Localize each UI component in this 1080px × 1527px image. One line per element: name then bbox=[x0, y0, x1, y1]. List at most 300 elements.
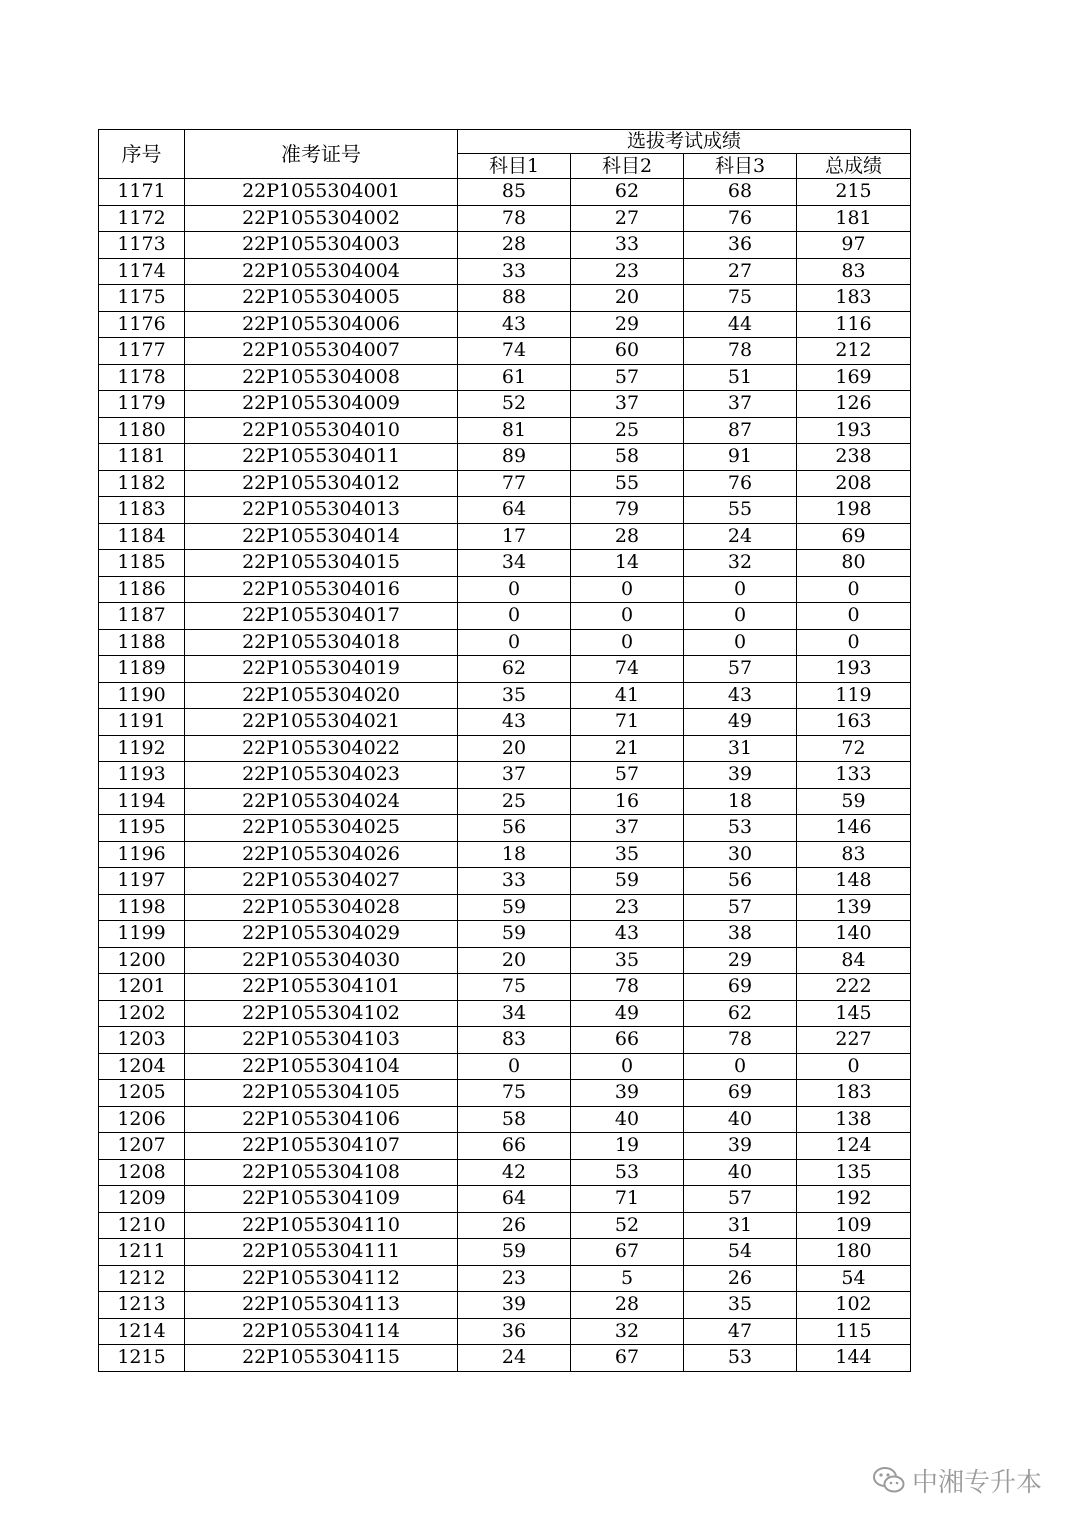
cell-subject-3: 37 bbox=[684, 391, 797, 418]
cell-ticket-number: 22P1055304107 bbox=[185, 1133, 458, 1160]
cell-subject-2: 71 bbox=[571, 1186, 684, 1213]
cell-subject-1: 89 bbox=[458, 444, 571, 471]
cell-total-score: 119 bbox=[797, 682, 911, 709]
cell-ticket-number: 22P1055304111 bbox=[185, 1239, 458, 1266]
cell-seq: 1184 bbox=[99, 523, 185, 550]
table-row bbox=[99, 364, 911, 391]
cell-subject-1: 33 bbox=[458, 868, 571, 895]
cell-subject-3: 39 bbox=[684, 762, 797, 789]
table-row bbox=[99, 709, 911, 736]
cell-ticket-number: 22P1055304115 bbox=[185, 1345, 458, 1372]
cell-ticket-number: 22P1055304011 bbox=[185, 444, 458, 471]
cell-subject-1: 43 bbox=[458, 709, 571, 736]
cell-subject-2: 78 bbox=[571, 974, 684, 1001]
cell-subject-2: 41 bbox=[571, 682, 684, 709]
cell-ticket-number: 22P1055304025 bbox=[185, 815, 458, 842]
cell-seq: 1178 bbox=[99, 364, 185, 391]
cell-ticket-number: 22P1055304028 bbox=[185, 894, 458, 921]
cell-seq: 1180 bbox=[99, 417, 185, 444]
table-row bbox=[99, 391, 911, 418]
cell-subject-1: 35 bbox=[458, 682, 571, 709]
cell-subject-3: 0 bbox=[684, 603, 797, 630]
cell-subject-2: 19 bbox=[571, 1133, 684, 1160]
cell-subject-3: 51 bbox=[684, 364, 797, 391]
cell-seq: 1183 bbox=[99, 497, 185, 524]
cell-total-score: 84 bbox=[797, 947, 911, 974]
cell-total-score: 0 bbox=[797, 629, 911, 656]
cell-ticket-number: 22P1055304006 bbox=[185, 311, 458, 338]
cell-total-score: 115 bbox=[797, 1318, 911, 1345]
header-ticket-number: 准考证号 bbox=[185, 130, 458, 179]
table-row bbox=[99, 285, 911, 312]
cell-subject-3: 27 bbox=[684, 258, 797, 285]
table-row bbox=[99, 1000, 911, 1027]
cell-total-score: 183 bbox=[797, 1080, 911, 1107]
cell-total-score: 212 bbox=[797, 338, 911, 365]
cell-subject-1: 59 bbox=[458, 921, 571, 948]
cell-subject-3: 55 bbox=[684, 497, 797, 524]
table-row bbox=[99, 1212, 911, 1239]
cell-total-score: 126 bbox=[797, 391, 911, 418]
cell-subject-1: 37 bbox=[458, 762, 571, 789]
cell-total-score: 215 bbox=[797, 179, 911, 206]
cell-subject-2: 28 bbox=[571, 523, 684, 550]
table-row bbox=[99, 1106, 911, 1133]
cell-subject-2: 57 bbox=[571, 762, 684, 789]
cell-subject-3: 76 bbox=[684, 470, 797, 497]
cell-total-score: 146 bbox=[797, 815, 911, 842]
cell-subject-2: 27 bbox=[571, 205, 684, 232]
cell-seq: 1185 bbox=[99, 550, 185, 577]
cell-subject-1: 26 bbox=[458, 1212, 571, 1239]
table-row bbox=[99, 205, 911, 232]
cell-total-score: 139 bbox=[797, 894, 911, 921]
cell-subject-1: 77 bbox=[458, 470, 571, 497]
cell-seq: 1174 bbox=[99, 258, 185, 285]
cell-subject-1: 23 bbox=[458, 1265, 571, 1292]
cell-subject-1: 78 bbox=[458, 205, 571, 232]
cell-ticket-number: 22P1055304020 bbox=[185, 682, 458, 709]
cell-subject-2: 28 bbox=[571, 1292, 684, 1319]
cell-subject-2: 35 bbox=[571, 841, 684, 868]
table-row bbox=[99, 550, 911, 577]
cell-seq: 1199 bbox=[99, 921, 185, 948]
cell-subject-3: 40 bbox=[684, 1159, 797, 1186]
cell-ticket-number: 22P1055304012 bbox=[185, 470, 458, 497]
cell-seq: 1201 bbox=[99, 974, 185, 1001]
cell-subject-2: 29 bbox=[571, 311, 684, 338]
cell-total-score: 144 bbox=[797, 1345, 911, 1372]
cell-seq: 1192 bbox=[99, 735, 185, 762]
cell-total-score: 193 bbox=[797, 656, 911, 683]
cell-subject-3: 57 bbox=[684, 894, 797, 921]
table-row bbox=[99, 497, 911, 524]
cell-ticket-number: 22P1055304110 bbox=[185, 1212, 458, 1239]
cell-subject-3: 49 bbox=[684, 709, 797, 736]
cell-ticket-number: 22P1055304112 bbox=[185, 1265, 458, 1292]
cell-subject-3: 24 bbox=[684, 523, 797, 550]
table-row bbox=[99, 1318, 911, 1345]
cell-subject-3: 40 bbox=[684, 1106, 797, 1133]
cell-subject-2: 37 bbox=[571, 815, 684, 842]
cell-ticket-number: 22P1055304015 bbox=[185, 550, 458, 577]
cell-subject-3: 36 bbox=[684, 232, 797, 259]
cell-subject-2: 37 bbox=[571, 391, 684, 418]
cell-seq: 1176 bbox=[99, 311, 185, 338]
cell-seq: 1190 bbox=[99, 682, 185, 709]
cell-subject-2: 67 bbox=[571, 1239, 684, 1266]
cell-ticket-number: 22P1055304014 bbox=[185, 523, 458, 550]
cell-subject-1: 59 bbox=[458, 1239, 571, 1266]
table-row bbox=[99, 1345, 911, 1372]
cell-subject-3: 54 bbox=[684, 1239, 797, 1266]
cell-seq: 1173 bbox=[99, 232, 185, 259]
cell-subject-1: 74 bbox=[458, 338, 571, 365]
cell-seq: 1200 bbox=[99, 947, 185, 974]
cell-seq: 1215 bbox=[99, 1345, 185, 1372]
cell-total-score: 180 bbox=[797, 1239, 911, 1266]
table-body bbox=[99, 179, 911, 1372]
cell-subject-2: 79 bbox=[571, 497, 684, 524]
watermark bbox=[872, 1462, 1052, 1498]
cell-total-score: 0 bbox=[797, 1053, 911, 1080]
cell-total-score: 97 bbox=[797, 232, 911, 259]
cell-ticket-number: 22P1055304003 bbox=[185, 232, 458, 259]
cell-total-score: 0 bbox=[797, 603, 911, 630]
cell-subject-2: 32 bbox=[571, 1318, 684, 1345]
header-exam-scores: 选拔考试成绩 bbox=[458, 130, 911, 154]
cell-subject-1: 18 bbox=[458, 841, 571, 868]
cell-subject-2: 57 bbox=[571, 364, 684, 391]
cell-subject-1: 42 bbox=[458, 1159, 571, 1186]
cell-ticket-number: 22P1055304008 bbox=[185, 364, 458, 391]
cell-subject-1: 81 bbox=[458, 417, 571, 444]
cell-total-score: 80 bbox=[797, 550, 911, 577]
cell-subject-3: 78 bbox=[684, 1027, 797, 1054]
cell-subject-2: 59 bbox=[571, 868, 684, 895]
cell-subject-3: 26 bbox=[684, 1265, 797, 1292]
cell-seq: 1208 bbox=[99, 1159, 185, 1186]
cell-ticket-number: 22P1055304109 bbox=[185, 1186, 458, 1213]
cell-seq: 1197 bbox=[99, 868, 185, 895]
cell-total-score: 124 bbox=[797, 1133, 911, 1160]
cell-seq: 1213 bbox=[99, 1292, 185, 1319]
cell-subject-1: 25 bbox=[458, 788, 571, 815]
cell-subject-1: 75 bbox=[458, 974, 571, 1001]
cell-subject-3: 56 bbox=[684, 868, 797, 895]
table-row bbox=[99, 894, 911, 921]
table-row bbox=[99, 815, 911, 842]
cell-total-score: 83 bbox=[797, 841, 911, 868]
cell-ticket-number: 22P1055304022 bbox=[185, 735, 458, 762]
cell-seq: 1179 bbox=[99, 391, 185, 418]
cell-seq: 1212 bbox=[99, 1265, 185, 1292]
cell-subject-3: 30 bbox=[684, 841, 797, 868]
table-row bbox=[99, 232, 911, 259]
cell-subject-2: 23 bbox=[571, 894, 684, 921]
table-row bbox=[99, 576, 911, 603]
cell-seq: 1187 bbox=[99, 603, 185, 630]
cell-ticket-number: 22P1055304007 bbox=[185, 338, 458, 365]
wechat-icon bbox=[872, 1465, 906, 1495]
cell-total-score: 222 bbox=[797, 974, 911, 1001]
cell-seq: 1195 bbox=[99, 815, 185, 842]
cell-subject-1: 17 bbox=[458, 523, 571, 550]
cell-seq: 1205 bbox=[99, 1080, 185, 1107]
cell-subject-2: 23 bbox=[571, 258, 684, 285]
table-row bbox=[99, 338, 911, 365]
table-row bbox=[99, 258, 911, 285]
cell-total-score: 183 bbox=[797, 285, 911, 312]
cell-subject-3: 39 bbox=[684, 1133, 797, 1160]
cell-subject-3: 69 bbox=[684, 1080, 797, 1107]
cell-subject-1: 20 bbox=[458, 947, 571, 974]
table-row bbox=[99, 1186, 911, 1213]
cell-subject-1: 83 bbox=[458, 1027, 571, 1054]
cell-seq: 1210 bbox=[99, 1212, 185, 1239]
cell-ticket-number: 22P1055304005 bbox=[185, 285, 458, 312]
table-row bbox=[99, 417, 911, 444]
watermark-text: 中湘专升本 bbox=[912, 1467, 1043, 1498]
cell-ticket-number: 22P1055304001 bbox=[185, 179, 458, 206]
cell-subject-3: 35 bbox=[684, 1292, 797, 1319]
table-row bbox=[99, 762, 911, 789]
cell-subject-2: 71 bbox=[571, 709, 684, 736]
table-row bbox=[99, 1265, 911, 1292]
cell-total-score: 133 bbox=[797, 762, 911, 789]
cell-subject-1: 34 bbox=[458, 550, 571, 577]
table-row bbox=[99, 603, 911, 630]
cell-subject-2: 0 bbox=[571, 576, 684, 603]
cell-subject-3: 68 bbox=[684, 179, 797, 206]
cell-ticket-number: 22P1055304103 bbox=[185, 1027, 458, 1054]
cell-subject-2: 74 bbox=[571, 656, 684, 683]
cell-ticket-number: 22P1055304104 bbox=[185, 1053, 458, 1080]
cell-total-score: 0 bbox=[797, 576, 911, 603]
cell-total-score: 208 bbox=[797, 470, 911, 497]
header-seq: 序号 bbox=[99, 130, 185, 179]
table-row bbox=[99, 1053, 911, 1080]
cell-total-score: 116 bbox=[797, 311, 911, 338]
cell-subject-1: 0 bbox=[458, 576, 571, 603]
cell-subject-2: 21 bbox=[571, 735, 684, 762]
cell-subject-1: 28 bbox=[458, 232, 571, 259]
cell-seq: 1181 bbox=[99, 444, 185, 471]
cell-subject-3: 78 bbox=[684, 338, 797, 365]
cell-subject-3: 57 bbox=[684, 656, 797, 683]
cell-total-score: 83 bbox=[797, 258, 911, 285]
cell-total-score: 140 bbox=[797, 921, 911, 948]
cell-total-score: 181 bbox=[797, 205, 911, 232]
cell-seq: 1203 bbox=[99, 1027, 185, 1054]
cell-subject-3: 38 bbox=[684, 921, 797, 948]
cell-subject-2: 58 bbox=[571, 444, 684, 471]
cell-seq: 1186 bbox=[99, 576, 185, 603]
header-subject-2: 科目2 bbox=[571, 154, 684, 179]
cell-subject-1: 85 bbox=[458, 179, 571, 206]
cell-subject-2: 33 bbox=[571, 232, 684, 259]
table-row bbox=[99, 947, 911, 974]
cell-total-score: 54 bbox=[797, 1265, 911, 1292]
cell-subject-1: 88 bbox=[458, 285, 571, 312]
cell-subject-3: 18 bbox=[684, 788, 797, 815]
table-row bbox=[99, 311, 911, 338]
cell-subject-1: 0 bbox=[458, 629, 571, 656]
cell-subject-3: 31 bbox=[684, 1212, 797, 1239]
cell-ticket-number: 22P1055304101 bbox=[185, 974, 458, 1001]
cell-subject-2: 43 bbox=[571, 921, 684, 948]
cell-seq: 1202 bbox=[99, 1000, 185, 1027]
cell-total-score: 109 bbox=[797, 1212, 911, 1239]
cell-subject-1: 39 bbox=[458, 1292, 571, 1319]
cell-subject-1: 36 bbox=[458, 1318, 571, 1345]
cell-seq: 1193 bbox=[99, 762, 185, 789]
cell-seq: 1209 bbox=[99, 1186, 185, 1213]
cell-subject-3: 62 bbox=[684, 1000, 797, 1027]
cell-ticket-number: 22P1055304113 bbox=[185, 1292, 458, 1319]
cell-subject-3: 53 bbox=[684, 815, 797, 842]
cell-subject-2: 52 bbox=[571, 1212, 684, 1239]
cell-ticket-number: 22P1055304105 bbox=[185, 1080, 458, 1107]
table-row bbox=[99, 629, 911, 656]
cell-total-score: 163 bbox=[797, 709, 911, 736]
cell-subject-2: 0 bbox=[571, 1053, 684, 1080]
cell-subject-2: 0 bbox=[571, 629, 684, 656]
cell-subject-3: 57 bbox=[684, 1186, 797, 1213]
table-row bbox=[99, 974, 911, 1001]
cell-seq: 1191 bbox=[99, 709, 185, 736]
cell-subject-1: 33 bbox=[458, 258, 571, 285]
cell-total-score: 69 bbox=[797, 523, 911, 550]
table-row bbox=[99, 868, 911, 895]
cell-ticket-number: 22P1055304004 bbox=[185, 258, 458, 285]
cell-subject-2: 49 bbox=[571, 1000, 684, 1027]
cell-seq: 1175 bbox=[99, 285, 185, 312]
cell-total-score: 198 bbox=[797, 497, 911, 524]
cell-subject-2: 25 bbox=[571, 417, 684, 444]
cell-subject-1: 62 bbox=[458, 656, 571, 683]
table-row bbox=[99, 921, 911, 948]
cell-total-score: 135 bbox=[797, 1159, 911, 1186]
cell-subject-3: 43 bbox=[684, 682, 797, 709]
table-row bbox=[99, 1292, 911, 1319]
table-row bbox=[99, 1133, 911, 1160]
cell-subject-2: 55 bbox=[571, 470, 684, 497]
table-row bbox=[99, 179, 911, 206]
cell-subject-2: 66 bbox=[571, 1027, 684, 1054]
cell-seq: 1194 bbox=[99, 788, 185, 815]
cell-subject-1: 34 bbox=[458, 1000, 571, 1027]
cell-subject-2: 5 bbox=[571, 1265, 684, 1292]
cell-subject-3: 44 bbox=[684, 311, 797, 338]
table-header bbox=[99, 130, 911, 179]
cell-subject-2: 39 bbox=[571, 1080, 684, 1107]
cell-ticket-number: 22P1055304023 bbox=[185, 762, 458, 789]
cell-ticket-number: 22P1055304027 bbox=[185, 868, 458, 895]
cell-total-score: 227 bbox=[797, 1027, 911, 1054]
cell-total-score: 59 bbox=[797, 788, 911, 815]
cell-subject-3: 87 bbox=[684, 417, 797, 444]
cell-total-score: 238 bbox=[797, 444, 911, 471]
cell-seq: 1177 bbox=[99, 338, 185, 365]
cell-subject-3: 91 bbox=[684, 444, 797, 471]
cell-ticket-number: 22P1055304106 bbox=[185, 1106, 458, 1133]
cell-ticket-number: 22P1055304030 bbox=[185, 947, 458, 974]
table-row bbox=[99, 444, 911, 471]
cell-subject-3: 31 bbox=[684, 735, 797, 762]
cell-ticket-number: 22P1055304002 bbox=[185, 205, 458, 232]
cell-ticket-number: 22P1055304102 bbox=[185, 1000, 458, 1027]
cell-ticket-number: 22P1055304021 bbox=[185, 709, 458, 736]
score-table bbox=[98, 129, 911, 1372]
header-subject-1: 科目1 bbox=[458, 154, 571, 179]
cell-subject-3: 75 bbox=[684, 285, 797, 312]
cell-subject-1: 75 bbox=[458, 1080, 571, 1107]
cell-seq: 1198 bbox=[99, 894, 185, 921]
cell-subject-2: 20 bbox=[571, 285, 684, 312]
table-row bbox=[99, 470, 911, 497]
cell-ticket-number: 22P1055304029 bbox=[185, 921, 458, 948]
cell-seq: 1214 bbox=[99, 1318, 185, 1345]
cell-ticket-number: 22P1055304017 bbox=[185, 603, 458, 630]
cell-ticket-number: 22P1055304026 bbox=[185, 841, 458, 868]
cell-ticket-number: 22P1055304108 bbox=[185, 1159, 458, 1186]
cell-subject-2: 16 bbox=[571, 788, 684, 815]
cell-ticket-number: 22P1055304013 bbox=[185, 497, 458, 524]
cell-subject-3: 0 bbox=[684, 1053, 797, 1080]
header-subject-3: 科目3 bbox=[684, 154, 797, 179]
cell-subject-1: 59 bbox=[458, 894, 571, 921]
cell-total-score: 138 bbox=[797, 1106, 911, 1133]
table-row bbox=[99, 682, 911, 709]
cell-seq: 1189 bbox=[99, 656, 185, 683]
cell-subject-3: 29 bbox=[684, 947, 797, 974]
cell-subject-2: 0 bbox=[571, 603, 684, 630]
cell-subject-3: 76 bbox=[684, 205, 797, 232]
table-row bbox=[99, 1080, 911, 1107]
cell-ticket-number: 22P1055304010 bbox=[185, 417, 458, 444]
cell-total-score: 148 bbox=[797, 868, 911, 895]
cell-subject-1: 64 bbox=[458, 1186, 571, 1213]
cell-subject-1: 20 bbox=[458, 735, 571, 762]
cell-total-score: 193 bbox=[797, 417, 911, 444]
cell-subject-3: 32 bbox=[684, 550, 797, 577]
cell-seq: 1172 bbox=[99, 205, 185, 232]
cell-subject-1: 0 bbox=[458, 1053, 571, 1080]
cell-total-score: 102 bbox=[797, 1292, 911, 1319]
table-row bbox=[99, 1239, 911, 1266]
cell-subject-1: 61 bbox=[458, 364, 571, 391]
table-row bbox=[99, 656, 911, 683]
table-row bbox=[99, 841, 911, 868]
cell-subject-3: 0 bbox=[684, 576, 797, 603]
cell-subject-2: 35 bbox=[571, 947, 684, 974]
cell-subject-2: 53 bbox=[571, 1159, 684, 1186]
table-row bbox=[99, 1159, 911, 1186]
cell-subject-3: 0 bbox=[684, 629, 797, 656]
cell-ticket-number: 22P1055304019 bbox=[185, 656, 458, 683]
header-total-score: 总成绩 bbox=[797, 154, 911, 179]
cell-ticket-number: 22P1055304016 bbox=[185, 576, 458, 603]
cell-subject-3: 53 bbox=[684, 1345, 797, 1372]
cell-subject-1: 24 bbox=[458, 1345, 571, 1372]
cell-subject-2: 40 bbox=[571, 1106, 684, 1133]
cell-total-score: 192 bbox=[797, 1186, 911, 1213]
table-row bbox=[99, 523, 911, 550]
cell-seq: 1207 bbox=[99, 1133, 185, 1160]
cell-subject-1: 0 bbox=[458, 603, 571, 630]
cell-seq: 1196 bbox=[99, 841, 185, 868]
